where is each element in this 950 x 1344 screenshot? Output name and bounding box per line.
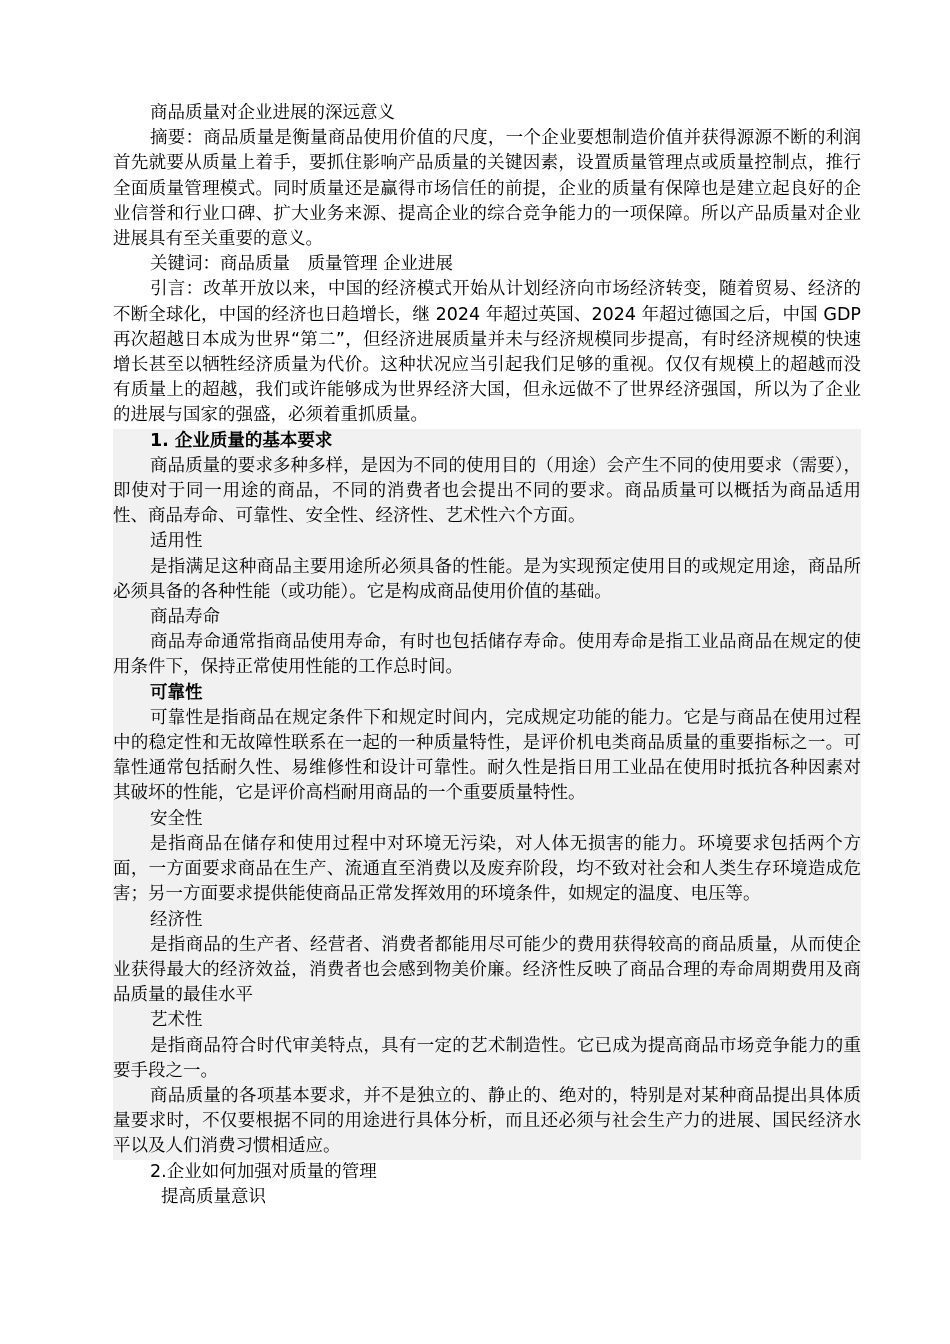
section-1-lead: 商品质量的要求多种多样，是因为不同的使用目的（用途）会产生不同的使用要求（需要），即使对于同一用途的商品，不同的消费者也会提出不同的要求。商品质量可以概括为商品适用性、商品寿命、可靠性、安全性、经济性、艺术性六个方面。 xyxy=(113,455,861,527)
item-title-artistry: 艺术性 xyxy=(150,1010,203,1031)
item-title-lifespan: 商品寿命 xyxy=(150,607,220,628)
section-1 xyxy=(113,429,861,1160)
section-2-subheading: 提高质量意识 xyxy=(161,1186,266,1207)
item-body-reliability: 可靠性是指商品在规定条件下和规定时间内，完成规定功能的能力。它是与商品在使用过程中的稳定性和无故障性联系在一起的一种质量特性，是评价机电类商品质量的重要指标之一。可靠性通常包括耐久性、易维修性和设计可靠性。耐久性是指日用工业品在使用时抵抗各种因素对其破坏的性能，它是评价高档耐用商品的一个重要质量特性。 xyxy=(113,707,861,804)
item-body-lifespan: 商品寿命通常指商品使用寿命，有时也包括储存寿命。使用寿命是指工业品商品在规定的使用条件下，保持正常使用性能的工作总时间。 xyxy=(113,632,861,678)
introduction: 引言：改革开放以来，中国的经济模式开始从计划经济向市场经济转变，随着贸易、经济的不断全球化，中国的经济也日趋增长，继 2024 年超过英国、2024 年超过德国之后，中国 GDP 再次超越日本成为世界“第二”，但经济进展质量并未与经济规模同步提高，有时经济规模的快速增长甚至以牺牲经济质量为代价。这种状况应当引起我们足够的重视。仅仅有规模上的超越而没有质量上的超越，我们或许能够成为世界经济大国，但永远做不了世界经济强国，所以为了企业的进展与国家的强盛，必须着重抓质量。 xyxy=(113,279,861,426)
item-body-usability: 是指满足这种商品主要用途所必须具备的性能。是为实现预定使用目的或规定用途，商品所必须具备的各种性能（或功能）。它是构成商品使用价值的基础。 xyxy=(113,556,861,602)
item-title-economy: 经济性 xyxy=(150,909,203,930)
abstract: 摘要：商品质量是衡量商品使用价值的尺度，一个企业要想制造价值并获得源源不断的利润首先就要从质量上着手，要抓住影响产品质量的关键因素，设置质量管理点或质量控制点，推行全面质量管理模式。同时质量还是赢得市场信任的前提，企业的质量有保障也是建立起良好的企业信誉和行业口碑、扩大业务来源、提高企业的综合竞争能力的一项保障。所以产品质量对企业进展具有至关重要的意义。 xyxy=(113,128,861,250)
item-title-usability: 适用性 xyxy=(150,531,203,552)
item-title-reliability: 可靠性 xyxy=(150,682,203,703)
item-body-economy: 是指商品的生产者、经营者、消费者都能用尽可能少的费用获得较高的商品质量，从而使企业获得最大的经济效益，消费者也会感到物美价廉。经济性反映了商品合理的寿命周期费用及商品质量的最佳水平 xyxy=(113,934,861,1006)
section-1-closing: 商品质量的各项基本要求，并不是独立的、静止的、绝对的，特别是对某种商品提出具体质量要求时，不仅要根据不同的用途进行具体分析，而且还必须与社会生产力的进展、国民经济水平以及人们消费习惯相适应。 xyxy=(113,1085,861,1157)
document-title: 商品质量对企业进展的深远意义 xyxy=(150,103,395,123)
document-page xyxy=(113,101,861,1210)
item-title-safety: 安全性 xyxy=(150,808,203,829)
section-2-heading: 2.企业如何加强对质量的管理 xyxy=(150,1161,377,1182)
item-body-artistry: 是指商品符合时代审美特点，具有一定的艺术制造性。它已成为提高商品市场竞争能力的重要手段之一。 xyxy=(113,1035,861,1081)
item-body-safety: 是指商品在储存和使用过程中对环境无污染，对人体无损害的能力。环境要求包括两个方面，一方面要求商品在生产、流通直至消费以及废弃阶段，均不致对社会和人类生存环境造成危害；另一方面要求提供能使商品正常发挥效用的环境条件，如规定的温度、电压等。 xyxy=(113,833,861,905)
section-1-heading: 1. 企业质量的基本要求 xyxy=(150,430,333,451)
keywords: 关键词：商品质量 质量管理 企业进展 xyxy=(150,254,454,275)
